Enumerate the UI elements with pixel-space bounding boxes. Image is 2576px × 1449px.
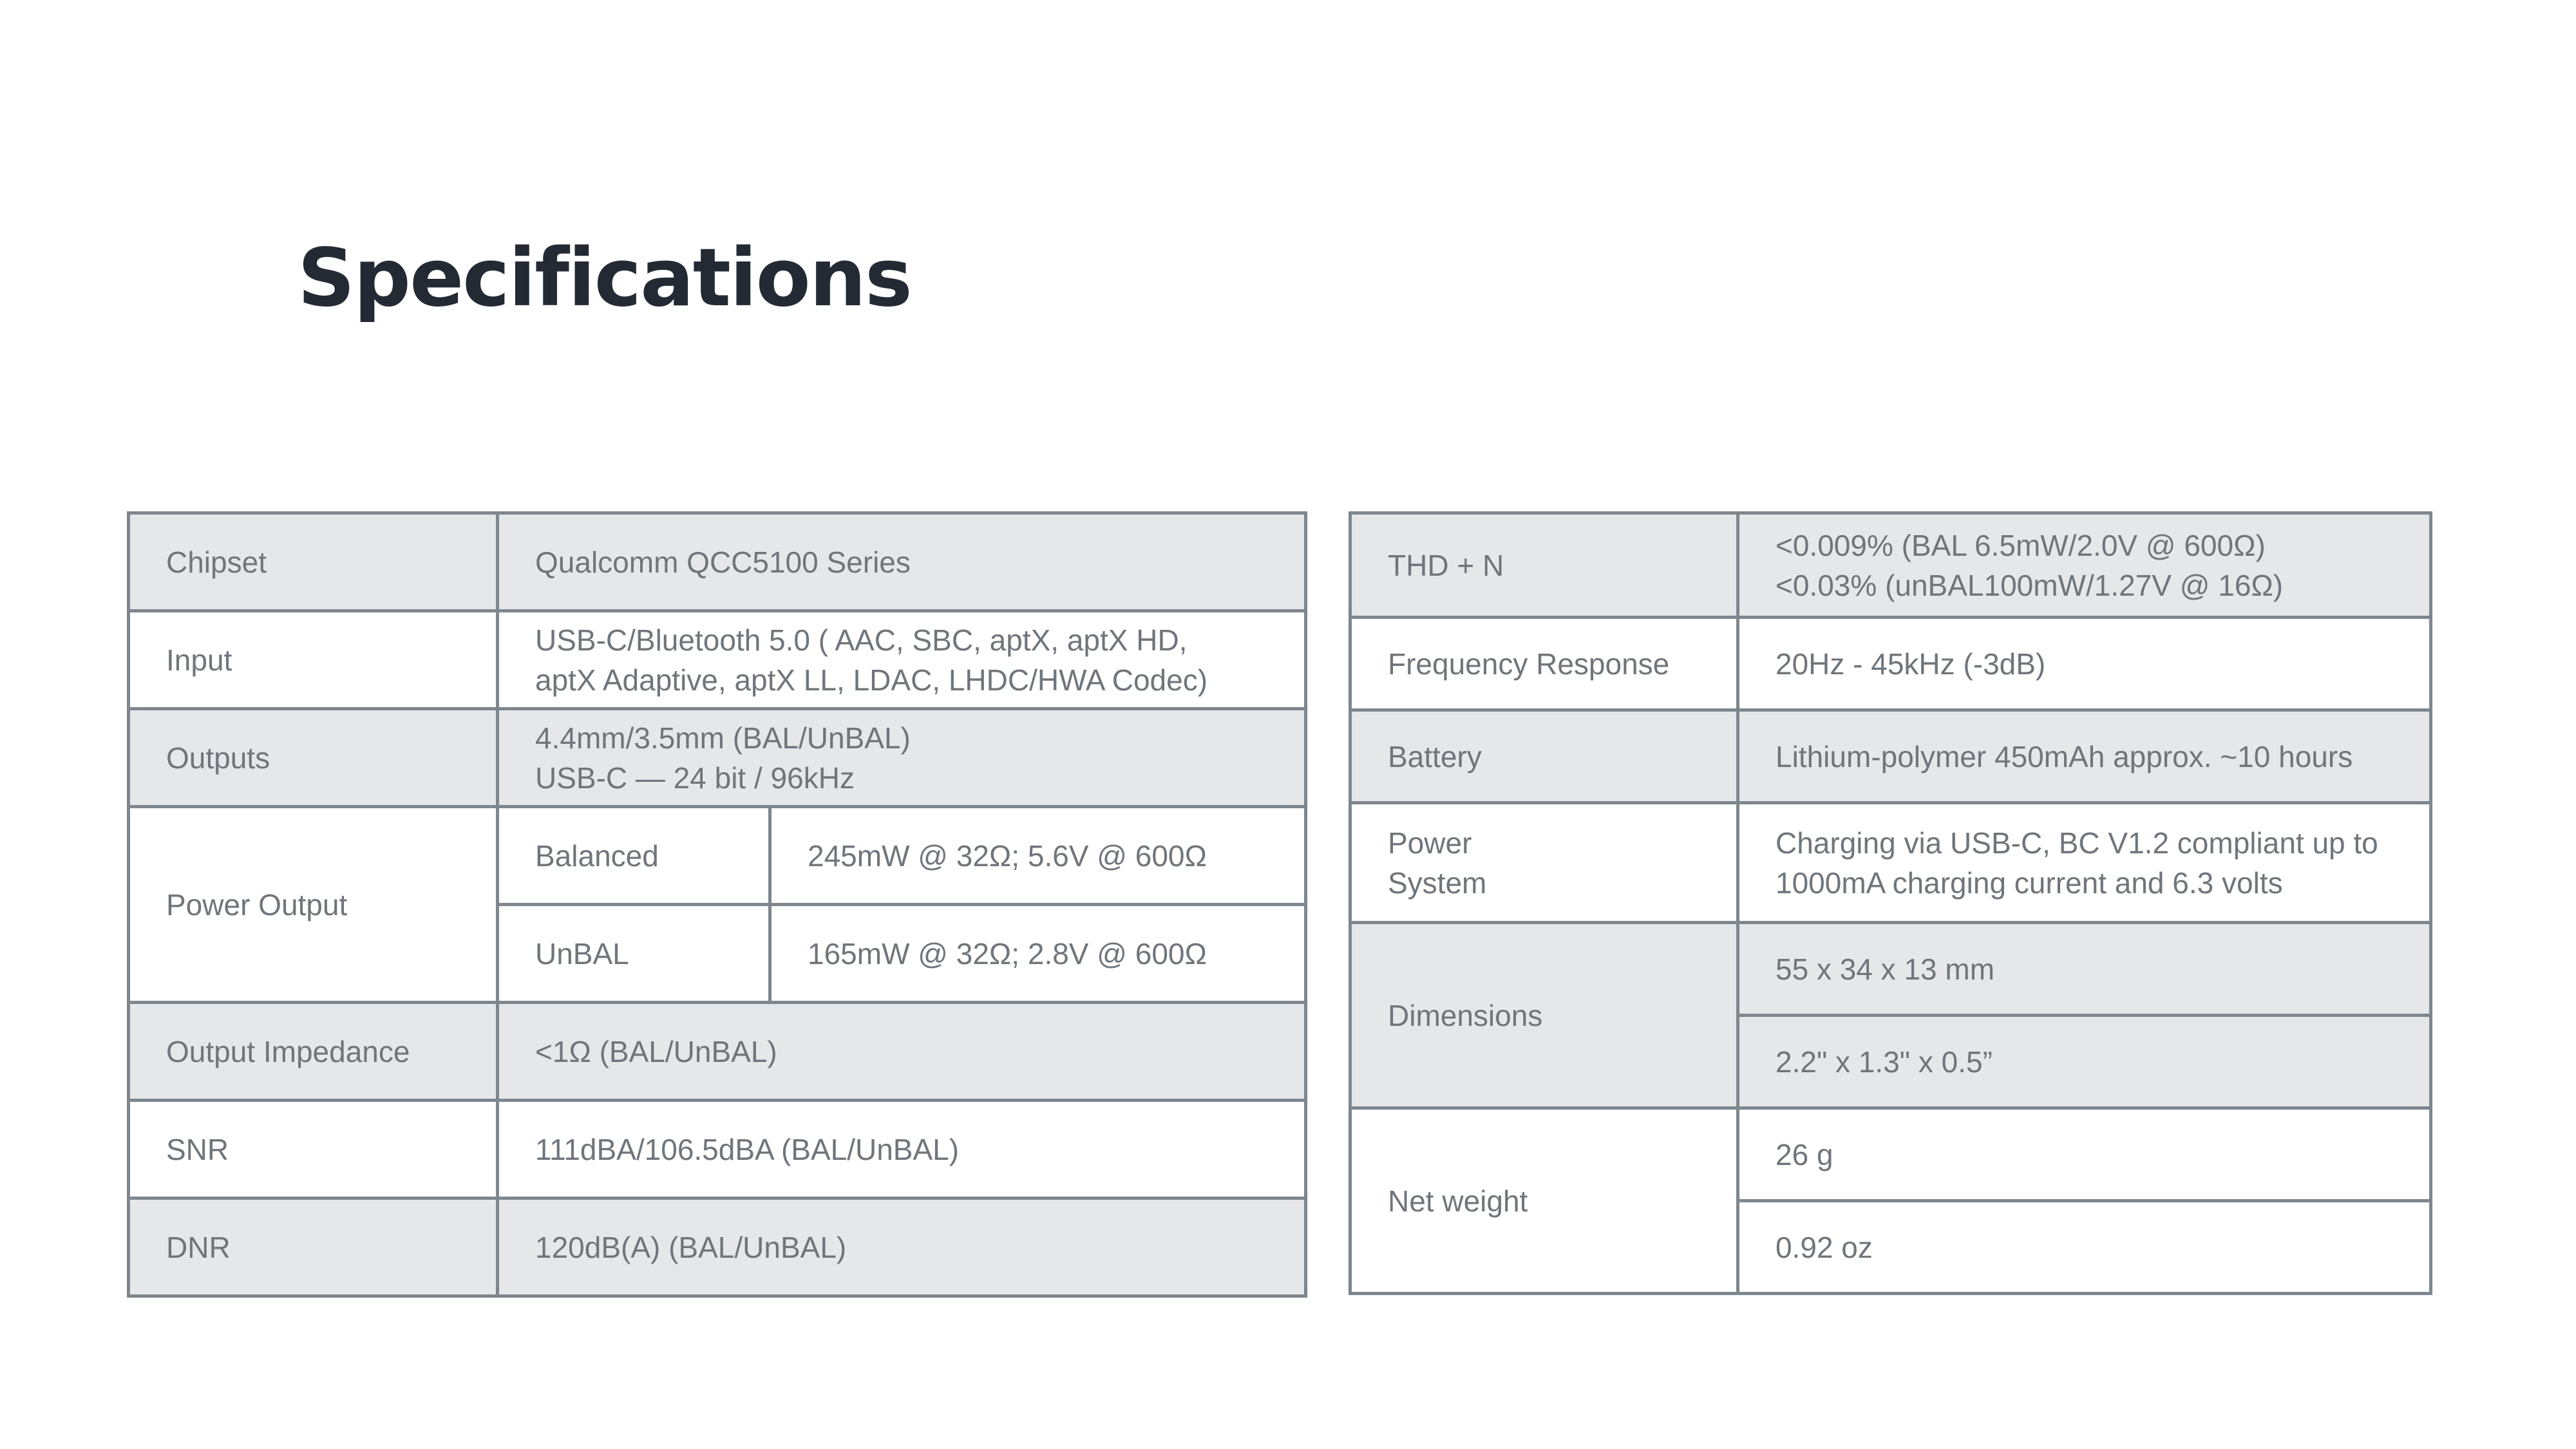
spec-value-output-impedance: <1Ω (BAL/UnBAL) — [498, 1003, 1306, 1101]
spec-label-output-impedance: Output Impedance — [129, 1003, 498, 1101]
table-row-output-impedance — [129, 1003, 1306, 1101]
spec-value-battery: Lithium-polymer 450mAh approx. ~10 hours — [1738, 710, 2431, 803]
table-row-dnr — [129, 1198, 1306, 1296]
table-row-thd — [1350, 513, 2431, 618]
table-row-input — [129, 611, 1306, 709]
table-row-power-output-balanced — [129, 807, 1306, 905]
spec-label-outputs: Outputs — [129, 709, 498, 807]
spec-label-battery: Battery — [1350, 710, 1738, 803]
table-row-snr — [129, 1101, 1306, 1198]
spec-value-outputs — [498, 709, 1306, 807]
spec-label-input: Input — [129, 611, 498, 709]
specs-table-right — [1349, 511, 2432, 1295]
spec-value-thd-line-1: <0.009% (BAL 6.5mW/2.0V @ 600Ω) — [1776, 528, 2266, 562]
spec-label-power-output: Power Output — [129, 807, 498, 1003]
spec-label-snr: SNR — [129, 1101, 498, 1198]
spec-value-power-system-line-1: Charging via USB-C, BC V1.2 compliant up to — [1776, 826, 2378, 860]
spec-value-chipset: Qualcomm QCC5100 Series — [498, 513, 1306, 611]
table-row-power-system — [1350, 803, 2431, 923]
spec-label-frequency-response: Frequency Response — [1350, 618, 1738, 710]
spec-value-thd-line-2: <0.03% (unBAL100mW/1.27V @ 16Ω) — [1776, 568, 2284, 602]
spec-value-outputs-line-2: USB-C — 24 bit / 96kHz — [535, 761, 855, 795]
spec-value-dimensions-metric: 55 x 34 x 13 mm — [1738, 923, 2431, 1016]
spec-sublabel-unbal: UnBAL — [498, 905, 770, 1003]
spec-label-dnr: DNR — [129, 1198, 498, 1296]
spec-label-chipset: Chipset — [129, 513, 498, 611]
spec-value-input — [498, 611, 1306, 709]
spec-label-power-system-line-1: Power — [1388, 826, 1472, 860]
spec-value-snr: 111dBA/106.5dBA (BAL/UnBAL) — [498, 1101, 1306, 1198]
spec-sublabel-balanced: Balanced — [498, 807, 770, 905]
table-row-chipset — [129, 513, 1306, 611]
spec-value-dnr: 120dB(A) (BAL/UnBAL) — [498, 1198, 1306, 1296]
spec-value-net-weight-imperial: 0.92 oz — [1738, 1201, 2431, 1294]
spec-value-frequency-response: 20Hz - 45kHz (-3dB) — [1738, 618, 2431, 710]
page-title: Specifications — [298, 232, 911, 325]
spec-label-dimensions: Dimensions — [1350, 923, 1738, 1108]
spec-label-thd: THD + N — [1350, 513, 1738, 618]
spec-value-outputs-line-1: 4.4mm/3.5mm (BAL/UnBAL) — [535, 721, 911, 755]
spec-value-dimensions-imperial: 2.2" x 1.3" x 0.5” — [1738, 1016, 2431, 1108]
spec-label-power-system — [1350, 803, 1738, 923]
table-row-battery — [1350, 710, 2431, 803]
spec-value-unbal: 165mW @ 32Ω; 2.8V @ 600Ω — [770, 905, 1306, 1003]
spec-value-balanced: 245mW @ 32Ω; 5.6V @ 600Ω — [770, 807, 1306, 905]
spec-value-input-line-2: aptX Adaptive, aptX LL, LDAC, LHDC/HWA Codec) — [535, 663, 1208, 697]
spec-value-power-system-line-2: 1000mA charging current and 6.3 volts — [1776, 866, 2283, 900]
spec-label-net-weight: Net weight — [1350, 1108, 1738, 1294]
spec-value-thd — [1738, 513, 2431, 618]
spec-label-power-system-line-2: System — [1388, 866, 1487, 900]
table-row-frequency-response — [1350, 618, 2431, 710]
specs-table-left — [127, 511, 1307, 1298]
table-row-net-weight-metric — [1350, 1108, 2431, 1201]
spec-value-input-line-1: USB-C/Bluetooth 5.0 ( AAC, SBC, aptX, aptX HD, — [535, 623, 1188, 657]
table-row-dimensions-metric — [1350, 923, 2431, 1016]
spec-value-power-system — [1738, 803, 2431, 923]
spec-value-net-weight-metric: 26 g — [1738, 1108, 2431, 1201]
table-row-outputs — [129, 709, 1306, 807]
